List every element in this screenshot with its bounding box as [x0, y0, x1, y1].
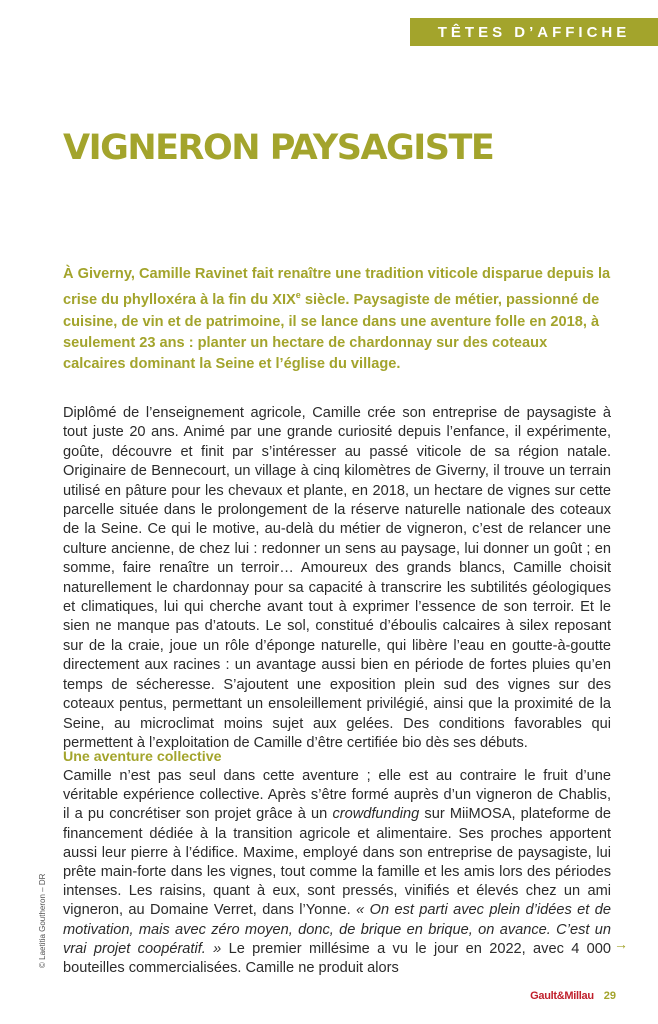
article-body-paragraph-2: [63, 767, 611, 978]
body2-text-b: sur MiiMOSA, plateforme de financement dédiée à la transition agricole et alimentaire. Ses proches apportent aussi leur pierre à l’édifice. Maxime, employé dans son entreprise de paysagiste, lui prête main-forte dans les vignes, tout comme la famille et les amis lors des périodes intenses. Les raisins, quant à eux, sont pressés, vinifiés et élevés chez un ami vigneron, au Domaine Verret, dans l’Yonne.: [63, 806, 611, 919]
section-tag-label: TÊTES D’AFFICHE: [437, 23, 631, 41]
lead-text-1: À Giverny, Camille Ravinet fait renaître une tradition viticole disparue depuis la crise du phylloxéra à la fin du XIX: [63, 266, 611, 309]
body2-text-c: Le premier millésime a vu le jour en 2022, avec 4 000 bouteilles commercialisées. Camille ne produit alors: [63, 940, 612, 977]
body2-emphasis: crowdfunding: [332, 806, 420, 823]
page-footer: [530, 990, 616, 1002]
photo-credit: © Laetitia Goutheron – DR: [38, 873, 47, 968]
body2-text-a: Camille n’est pas seul dans cette aventure ; elle est au contraire le fruit d’une véritable expérience collective. Après s’être formé auprès d’un vigneron de Chablis, il a pu concrétiser son projet grâce à un: [63, 768, 611, 823]
section-tag: [410, 18, 658, 46]
article-body-paragraph: Diplômé de l’enseignement agricole, Camille crée son entreprise de paysagiste à tout juste 20 ans. Animé par une grande curiosité depuis l’enfance, il expérimente, goûte, découvre et finit par s’intéresser au passé viticole de sa région natale. Originaire de Bennecourt, un village à cinq kilomètres de Giverny, il trouve un terrain utilisé en pâture pour les chevaux et plante, en 2018, un hectare de vignes sur cette parcelle située dans le prolongement de la réserve naturelle nationale des coteaux de la Seine. Ce qui le motive, au-delà du métier de vigneron, c’est de relancer une culture ancienne, de chez lui : redonner un sens au paysage, lui donner un goût ; en somme, faire renaître un terroir… Amoureux des grands blancs, Camille choisit naturellement le chardonnay pour sa capacité à transcrire les subtilités géologiques et climatiques, lui qui cherche avant tout à exprimer l’essence de son terroir. Et le sien ne manque pas d’atouts. Le sol, constitué d’éboulis calcaires à silex reposant sur de la craie, joue un rôle d’éponge naturelle, qui libère l’eau en goutte-à-goutte directement aux racines : un avantage aussi bien en période de fortes pluies qu’en temps de sécheresse. S’ajoutent une exposition plein sud des vignes sur des coteaux pentus, permettant un ensoleillement privilégié, ainsi que la proximité de la Seine, au microclimat moins sujet aux gelées. Des conditions favorables qui permettent à l’exploitation de Camille d’être certifiée bio dès ses débuts.: [63, 405, 611, 751]
continue-arrow-icon: →: [614, 936, 628, 952]
brand-logo: Gault&Millau: [530, 990, 594, 1002]
lead-superscript: e: [295, 290, 301, 301]
page-number: 29: [603, 990, 616, 1002]
body2-quote: « On est parti avec plein d’idées et de motivation, mais avec zéro moyen, donc, de brique en brique, on avance. C’est un vrai projet coopératif. »: [63, 902, 611, 957]
lead-text-2: siècle. Paysagiste de métier, passionné de cuisine, de vin et de patrimoine, il se lance dans une aventure folle en 2018, à seulement 23 ans : planter un hectare de chardonnay sur des coteaux calcaires dominant la Seine et l’église du village.: [63, 292, 600, 373]
article-lead: [63, 264, 611, 376]
section-subheading: Une aventure collective: [63, 749, 222, 765]
article-title: VIGNERON PAYSAGISTE: [63, 128, 494, 168]
